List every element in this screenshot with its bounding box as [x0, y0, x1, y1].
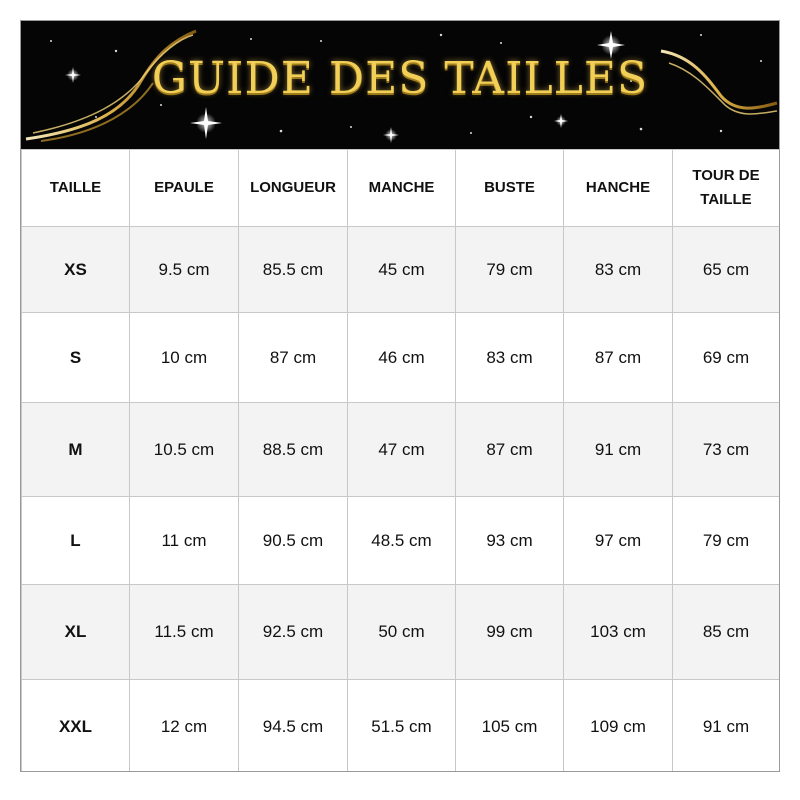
- table-row: [22, 403, 780, 497]
- size-cell: XXL: [22, 680, 130, 773]
- table-cell: 92.5 cm: [239, 585, 348, 680]
- header-taille: TAILLE: [22, 150, 130, 227]
- header-manche: MANCHE: [348, 150, 456, 227]
- table-cell: 10.5 cm: [130, 403, 239, 497]
- table-cell: 85.5 cm: [239, 227, 348, 313]
- table-cell: 9.5 cm: [130, 227, 239, 313]
- table-cell: 47 cm: [348, 403, 456, 497]
- table-cell: 91 cm: [564, 403, 673, 497]
- page-title: GUIDE DES TAILLES: [151, 53, 649, 104]
- header-tour-de-taille: TOUR DE TAILLE: [673, 150, 780, 227]
- table-cell: 51.5 cm: [348, 680, 456, 773]
- table-cell: 79 cm: [673, 497, 780, 585]
- table-cell: 45 cm: [348, 227, 456, 313]
- size-guide-banner: [21, 21, 779, 149]
- table-cell: 69 cm: [673, 313, 780, 403]
- table-row: [22, 680, 780, 773]
- size-cell: XL: [22, 585, 130, 680]
- table-cell: 85 cm: [673, 585, 780, 680]
- table-cell: 105 cm: [456, 680, 564, 773]
- table-cell: 83 cm: [564, 227, 673, 313]
- table-row: [22, 227, 780, 313]
- table-cell: 50 cm: [348, 585, 456, 680]
- size-cell: XS: [22, 227, 130, 313]
- table-cell: 87 cm: [564, 313, 673, 403]
- size-cell: M: [22, 403, 130, 497]
- table-cell: 48.5 cm: [348, 497, 456, 585]
- size-cell: L: [22, 497, 130, 585]
- table-cell: 46 cm: [348, 313, 456, 403]
- table-cell: 97 cm: [564, 497, 673, 585]
- header-buste: BUSTE: [456, 150, 564, 227]
- table-cell: 99 cm: [456, 585, 564, 680]
- table-cell: 93 cm: [456, 497, 564, 585]
- sparkle-icon: [190, 107, 222, 139]
- size-table: [21, 149, 780, 772]
- table-cell: 87 cm: [239, 313, 348, 403]
- table-cell: 83 cm: [456, 313, 564, 403]
- size-cell: S: [22, 313, 130, 403]
- table-row: [22, 497, 780, 585]
- size-guide: [20, 20, 780, 772]
- header-epaule: EPAULE: [130, 150, 239, 227]
- table-cell: 10 cm: [130, 313, 239, 403]
- table-row: [22, 585, 780, 680]
- table-cell: 11.5 cm: [130, 585, 239, 680]
- table-cell: 90.5 cm: [239, 497, 348, 585]
- table-cell: 91 cm: [673, 680, 780, 773]
- table-cell: 11 cm: [130, 497, 239, 585]
- table-cell: 87 cm: [456, 403, 564, 497]
- sparkle-icon: [554, 114, 568, 128]
- table-cell: 65 cm: [673, 227, 780, 313]
- table-cell: 73 cm: [673, 403, 780, 497]
- table-cell: 109 cm: [564, 680, 673, 773]
- table-row: [22, 313, 780, 403]
- table-cell: 94.5 cm: [239, 680, 348, 773]
- table-cell: 12 cm: [130, 680, 239, 773]
- table-header-row: [22, 150, 780, 227]
- header-longueur: LONGUEUR: [239, 150, 348, 227]
- sparkle-icon: [383, 127, 399, 143]
- table-cell: 88.5 cm: [239, 403, 348, 497]
- header-hanche: HANCHE: [564, 150, 673, 227]
- table-cell: 103 cm: [564, 585, 673, 680]
- table-cell: 79 cm: [456, 227, 564, 313]
